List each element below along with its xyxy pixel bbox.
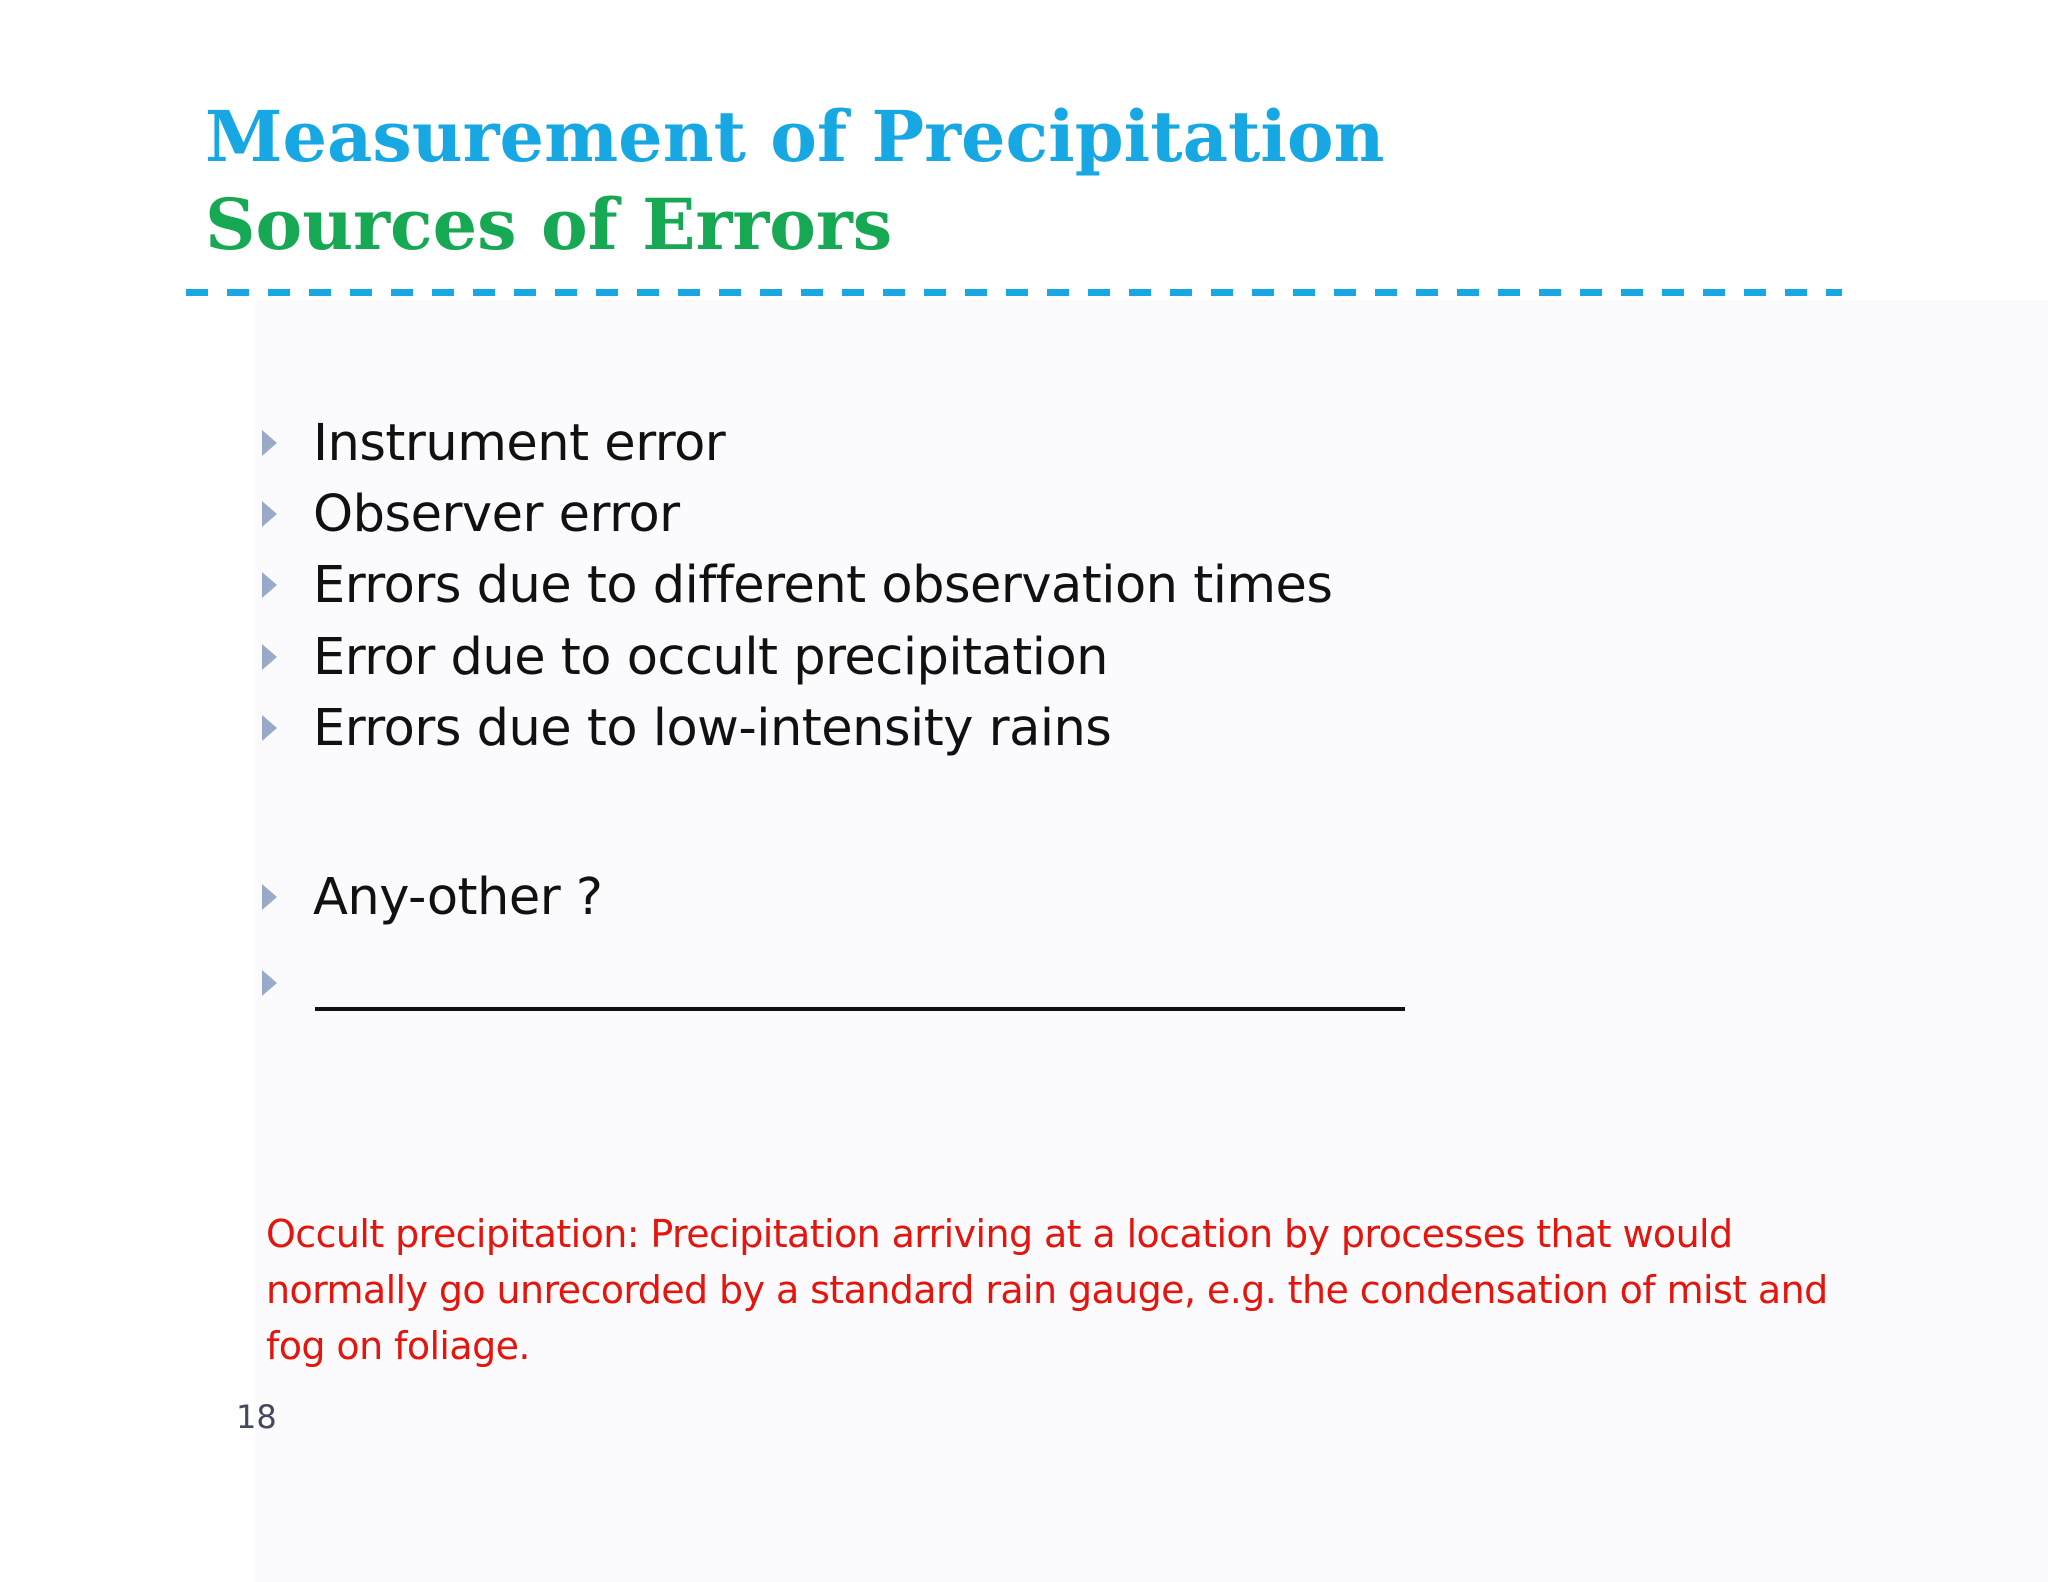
bullet-text: Observer error xyxy=(313,484,680,544)
slide-subtitle: Sources of Errors xyxy=(205,183,893,266)
triangle-right-icon xyxy=(262,430,277,456)
triangle-right-icon xyxy=(262,572,277,598)
bullet-item-question xyxy=(262,864,603,930)
question-text: Any-other ? xyxy=(313,867,603,927)
triangle-right-icon xyxy=(262,884,277,910)
bullet-item xyxy=(262,695,1111,761)
definition-note: Occult precipitation: Precipitation arriving at a location by processes that would normally go unrecorded by a standard rain gauge, e.g. the condensation of mist and fog on foliage. xyxy=(266,1212,1828,1368)
bullet-item xyxy=(262,624,1108,690)
bullet-item xyxy=(262,552,1333,618)
triangle-right-icon xyxy=(262,715,277,741)
bullet-text: Instrument error xyxy=(313,413,726,473)
page-number: 18 xyxy=(236,1398,277,1436)
bullet-item xyxy=(262,481,680,547)
bullet-item xyxy=(262,410,725,476)
bullet-item-blank xyxy=(262,950,313,1016)
triangle-right-icon xyxy=(262,501,277,527)
triangle-right-icon xyxy=(262,644,277,670)
triangle-right-icon xyxy=(262,970,277,996)
bullet-text: Errors due to low-intensity rains xyxy=(313,698,1112,758)
bullet-text: Errors due to different observation times xyxy=(313,555,1333,615)
answer-blank-line xyxy=(315,1007,1405,1011)
slide-title: Measurement of Precipitation xyxy=(205,95,1385,178)
bullet-text: Error due to occult precipitation xyxy=(313,627,1108,687)
